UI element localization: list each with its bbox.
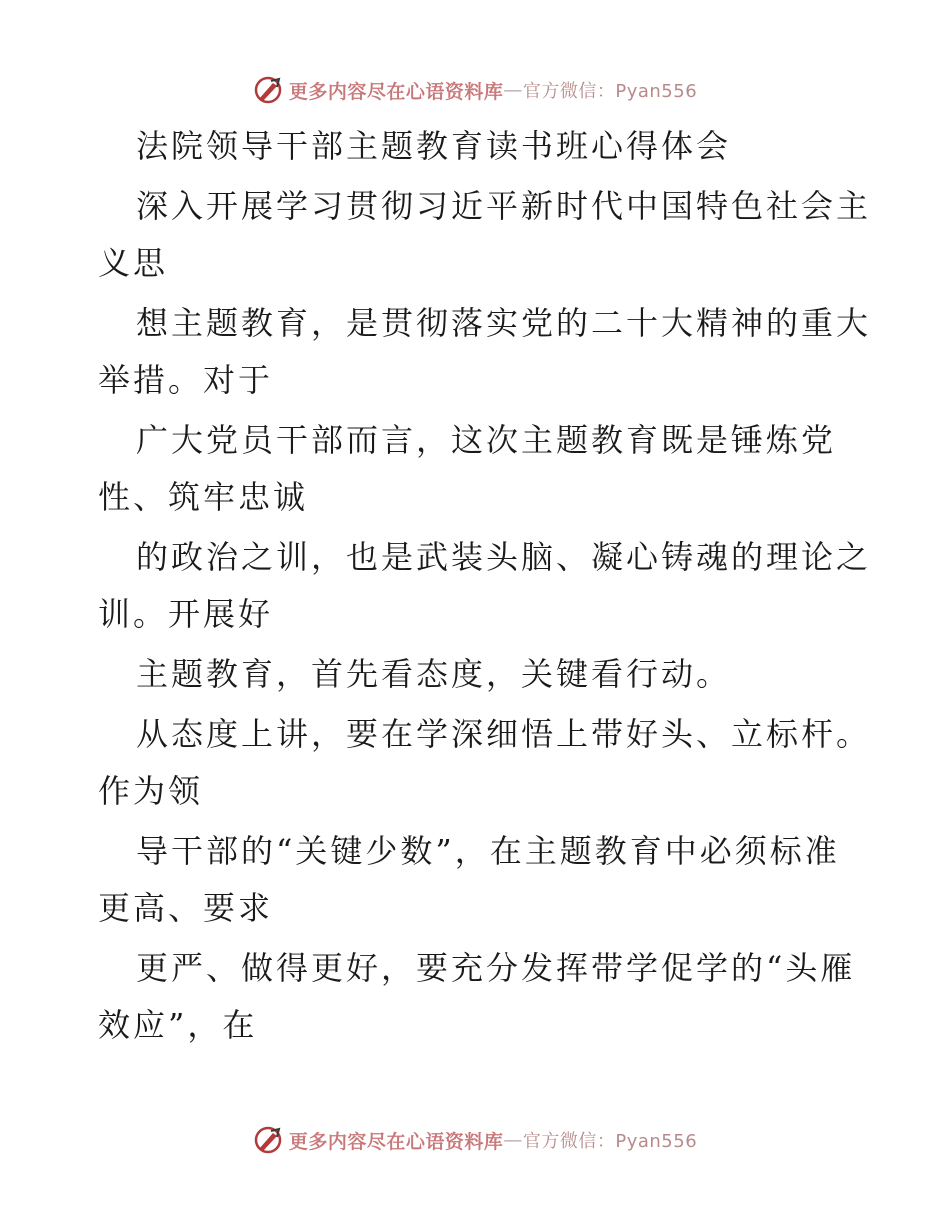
footer-watermark-banner <box>0 1122 950 1158</box>
body-line: 主题教育，首先看态度，关键看行动。 <box>136 655 732 693</box>
header-separator: — <box>503 79 523 101</box>
body-line: 性、筑牢忠诚 <box>98 478 309 516</box>
body-line: 更高、要求 <box>98 889 274 927</box>
header-wechat-text: 官方微信：Pyan556 <box>522 81 698 102</box>
body-line: 导干部的“关键少数”，在主题教育中必须标准 <box>136 832 840 870</box>
body-line: 想主题教育，是贯彻落实党的二十大精神的重大 <box>136 304 872 342</box>
body-line: 效应”，在 <box>98 1006 258 1044</box>
body-line: 深入开展学习贯彻习近平新时代中国特色社会主 <box>136 187 872 225</box>
header-watermark-banner <box>0 72 950 108</box>
body-line: 从态度上讲，要在学深细悟上带好头、立标杆。 <box>136 715 872 753</box>
header-site-text: 更多内容尽在心语资料库 <box>288 80 504 103</box>
body-line: 训。开展好 <box>98 595 274 633</box>
footer-separator: — <box>503 1129 523 1151</box>
pen-logo-icon <box>253 75 283 105</box>
footer-wechat-text: 官方微信：Pyan556 <box>522 1131 698 1152</box>
body-line: 广大党员干部而言，这次主题教育既是锤炼党 <box>136 421 837 459</box>
pen-logo-icon <box>253 1125 283 1155</box>
footer-site-text: 更多内容尽在心语资料库 <box>288 1130 504 1153</box>
document-title: 法院领导干部主题教育读书班心得体会 <box>136 127 732 165</box>
body-line: 作为领 <box>98 772 204 810</box>
body-line: 举措。对于 <box>98 361 274 399</box>
body-line: 更严、做得更好，要充分发挥带学促学的“头雁 <box>136 949 856 987</box>
body-line: 的政治之训，也是武装头脑、凝心铸魂的理论之 <box>136 538 872 576</box>
body-line: 义思 <box>98 244 169 282</box>
